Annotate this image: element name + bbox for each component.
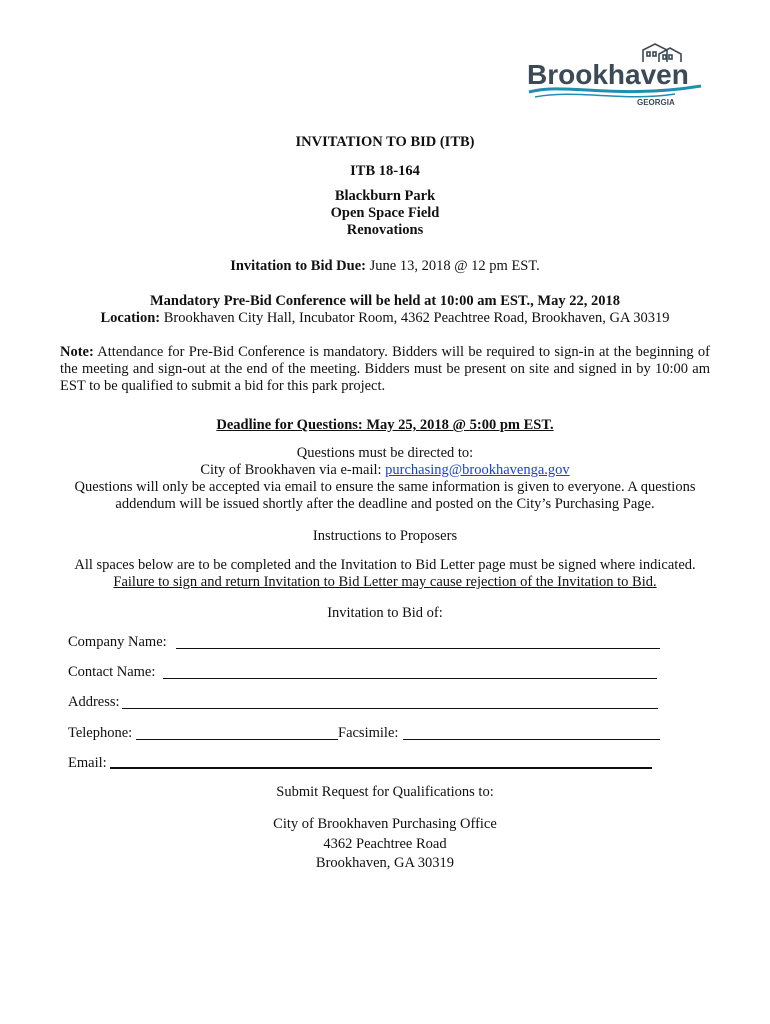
conference-location [60, 310, 710, 327]
office-city: Brookhaven, GA 30319 [315, 855, 455, 871]
project-line: Open Space Field [330, 205, 440, 221]
submit-heading: Submit Request for Qualifications to: [276, 784, 494, 800]
facsimile-label: Facsimile: [338, 725, 399, 741]
logo-wordmark: Brookhaven [527, 59, 689, 90]
location-value: Brookhaven City Hall, Incubator Room, 4362 Peachtree Road, Brookhaven, GA 30319 [163, 310, 670, 326]
company-name-label: Company Name: [68, 634, 167, 650]
questions-policy: Questions will only be accepted via email to ensure the same information is given to everyone. A questions addendum will be issued shortly after the deadline and posted on the City’s Purchasing Page. [74, 479, 696, 512]
address-label: Address: [68, 694, 120, 710]
logo-subtitle: GEORGIA [637, 98, 675, 107]
bid-due-value: June 13, 2018 @ 12 pm EST. [369, 258, 540, 274]
itb-number: ITB 18-164 [350, 163, 420, 179]
instructions-heading: Instructions to Proposers [312, 528, 458, 544]
instructions-warning: Failure to sign and return Invitation to Bid Letter may cause rejection of the Invitation to Bid. [113, 574, 657, 590]
email-label: Email: [68, 755, 107, 771]
form-heading: Invitation to Bid of: [327, 605, 443, 621]
contact-name-field[interactable] [163, 678, 657, 679]
email-field[interactable] [110, 767, 652, 769]
telephone-label: Telephone: [68, 725, 133, 741]
email-prefix: City of Brookhaven via e-mail: [200, 462, 386, 478]
office-name: City of Brookhaven Purchasing Office [273, 816, 497, 832]
brookhaven-logo [525, 42, 705, 112]
bid-due-label: Invitation to Bid Due: [230, 258, 366, 274]
questions-deadline: Deadline for Questions: May 25, 2018 @ 5:00 pm EST. [216, 417, 554, 433]
telephone-field[interactable] [136, 739, 338, 740]
office-street: 4362 Peachtree Road [323, 835, 447, 852]
project-line: Renovations [346, 222, 424, 238]
address-field[interactable] [122, 708, 658, 709]
contact-name-label: Contact Name: [68, 664, 156, 680]
bid-due [60, 258, 710, 275]
submit-address [60, 815, 710, 874]
facsimile-field[interactable] [403, 739, 660, 740]
note-label: Note: [60, 344, 94, 360]
questions-block [60, 445, 710, 513]
instructions-text [60, 557, 710, 591]
note-text: Attendance for Pre-Bid Conference is mandatory. Bidders will be required to sign-in at the beginning of the meeting and sign-out at the end of the meeting. Bidders must be present on site and signed in by 10:00 am EST to be qualified to submit a bid for this park project. [60, 344, 710, 394]
questions-directed: Questions must be directed to: [296, 445, 474, 461]
company-name-field[interactable] [176, 648, 660, 649]
project-line: Blackburn Park [334, 188, 436, 204]
questions-email-line [60, 462, 710, 479]
location-label: Location: [100, 310, 161, 326]
prebid-conference: Mandatory Pre-Bid Conference will be held at 10:00 am EST., May 22, 2018 [149, 293, 620, 309]
note-paragraph [60, 344, 710, 395]
doc-title: INVITATION TO BID (ITB) [295, 134, 475, 150]
purchasing-email-link[interactable]: purchasing@brookhavenga.gov [385, 462, 570, 478]
instructions-body: All spaces below are to be completed and the Invitation to Bid Letter page must be signed where indicated. [74, 557, 696, 573]
project-name [60, 188, 710, 239]
